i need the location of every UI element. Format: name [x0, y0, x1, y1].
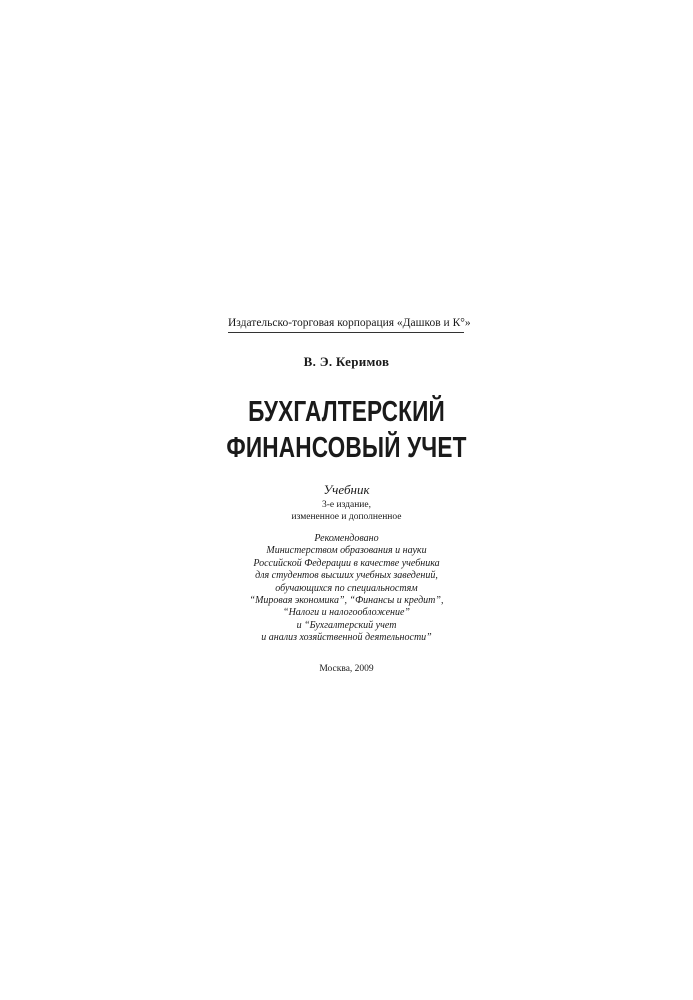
book-genre: Учебник [323, 482, 370, 497]
edition-line-2: измененное и дополненное [291, 512, 402, 522]
book-title-line-2: ФИНАНСОВЫЙ УЧЕТ [226, 432, 467, 464]
recommendation-line: “Мировая экономика”, “Финансы и кредит”, [249, 595, 444, 607]
author-name: В. Э. Керимов [303, 354, 390, 369]
recommendation-line: Рекомендовано [314, 533, 379, 544]
publisher-line: Издательско-торговая корпорация «Дашков и К°» [228, 317, 464, 333]
edition-info [0, 499, 693, 523]
recommendation-line: и “Бухгалтерский учет [296, 619, 397, 631]
recommendation-line: и анализ хозяйственной деятельности” [261, 632, 432, 644]
recommendation-line: для студентов высших учебных заведений, [255, 570, 438, 582]
recommendation-line: Министерством образования и науки [266, 545, 427, 557]
imprint-city-year: Москва, 2009 [319, 664, 374, 674]
recommendation-line: Российской Федерации в качестве учебника [253, 557, 440, 569]
edition-line-1: 3-е издание, [322, 500, 371, 510]
book-title-line-1: БУХГАЛТЕРСКИЙ [248, 396, 445, 428]
recommendation-line: “Налоги и налогообложение” [283, 607, 410, 619]
recommendation-block [0, 533, 693, 645]
recommendation-line: обучающихся по специальностям [275, 582, 418, 594]
